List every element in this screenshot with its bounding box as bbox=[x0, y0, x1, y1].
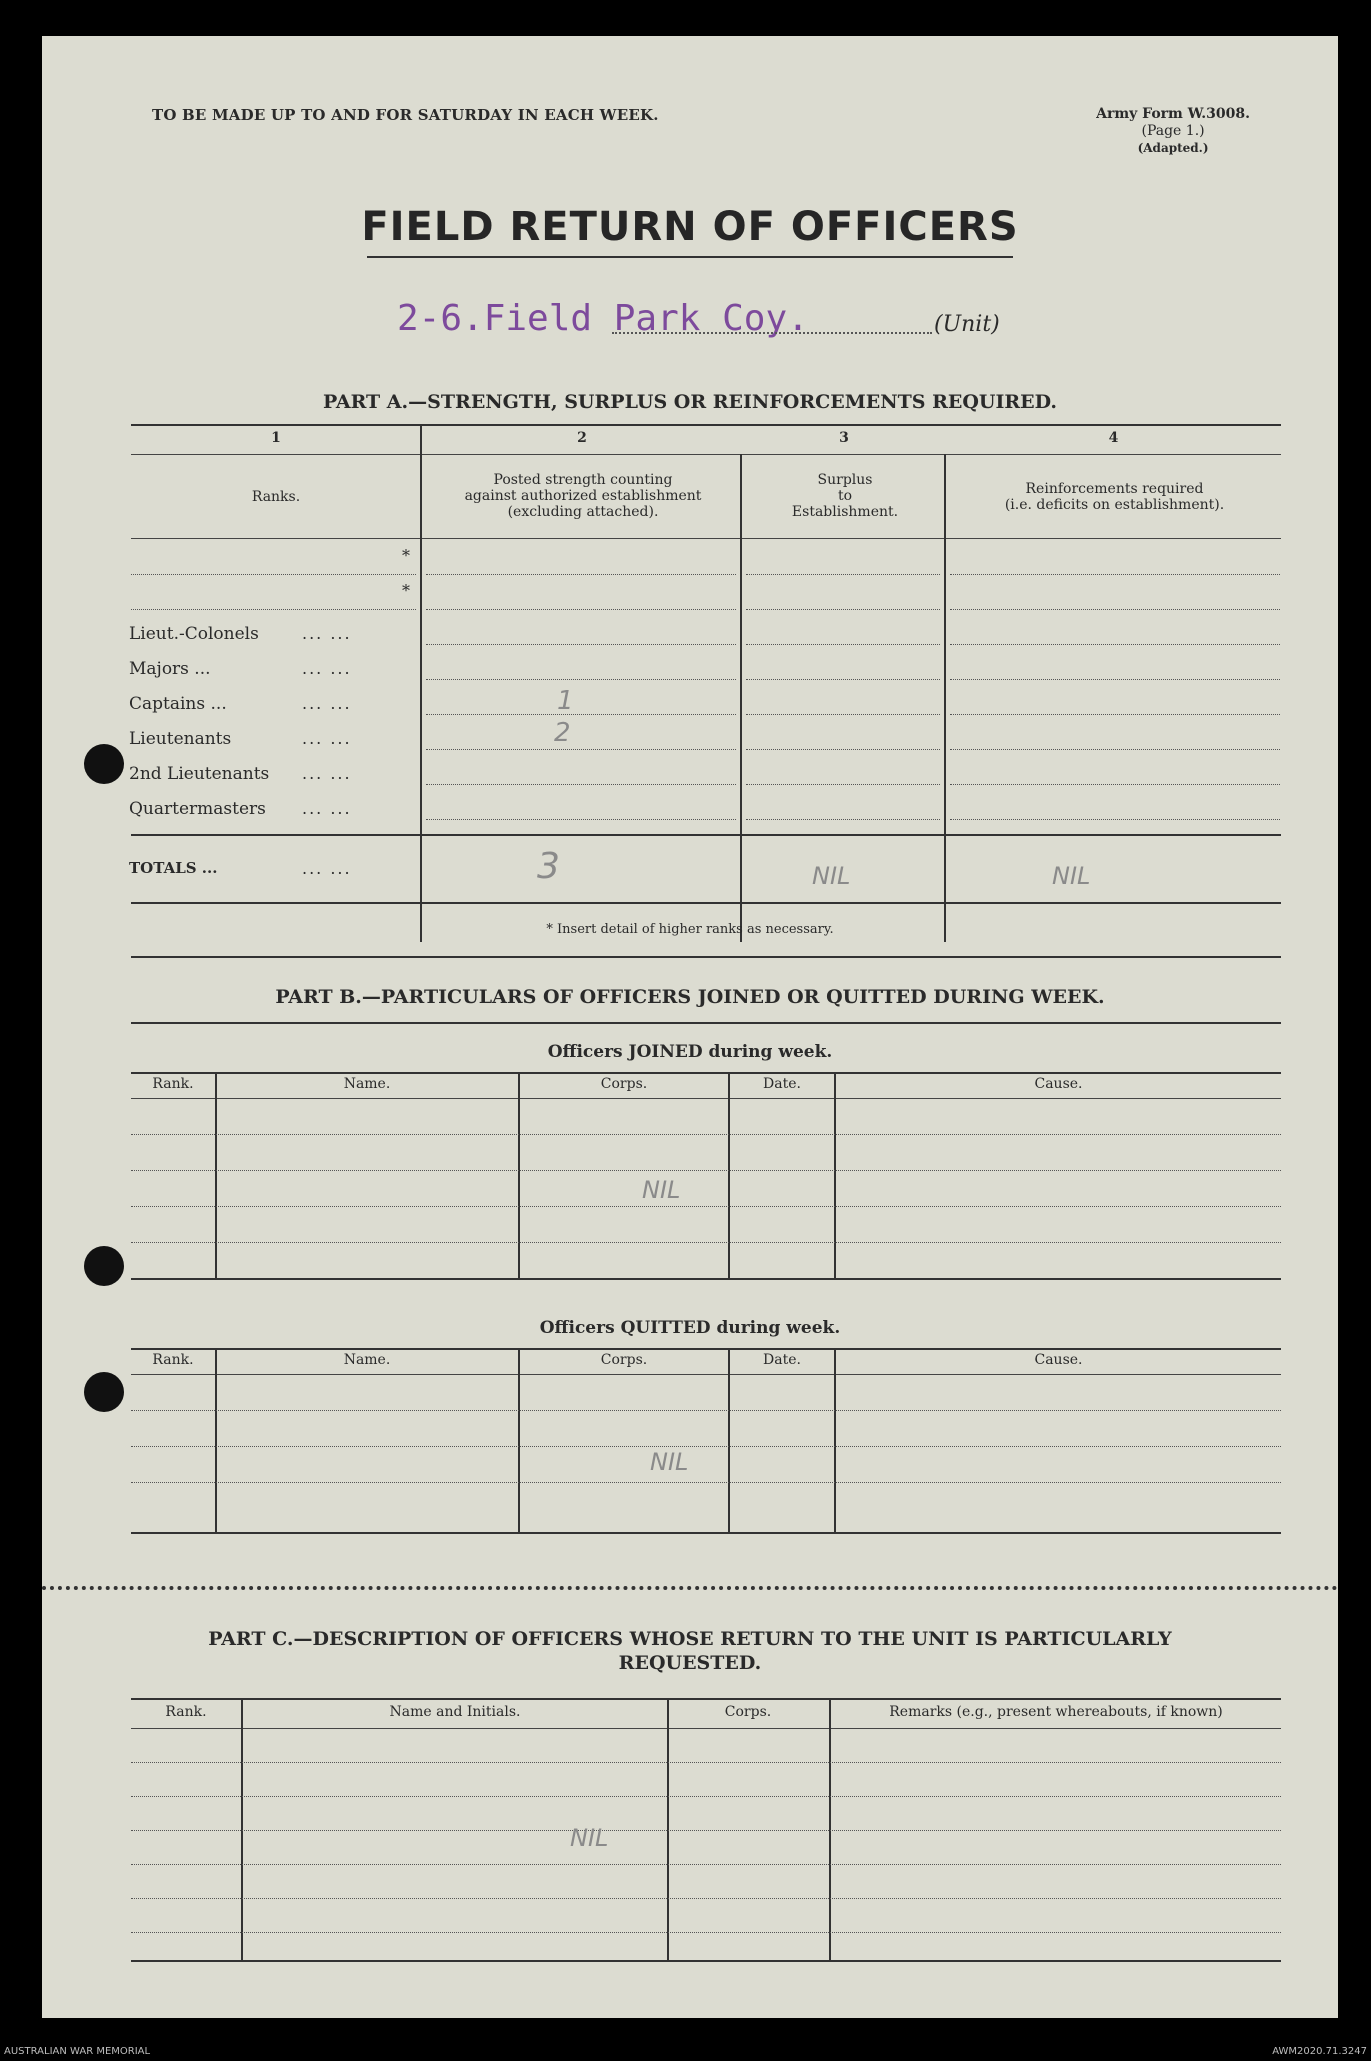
row-line bbox=[746, 609, 940, 610]
form-adapted: (Adapted.) bbox=[1137, 141, 1209, 155]
col-number-rule bbox=[131, 454, 1281, 455]
punch-hole bbox=[84, 1246, 124, 1286]
col-number-2: 2 bbox=[577, 430, 587, 446]
joined-bottom-rule bbox=[131, 1278, 1281, 1280]
rank-dots: ... ... bbox=[302, 764, 352, 783]
form-reference bbox=[1096, 106, 1250, 157]
form-page bbox=[42, 36, 1338, 2018]
joined-divider-2 bbox=[518, 1072, 520, 1278]
rank-lieutenants: Lieutenants bbox=[129, 729, 232, 749]
row-line bbox=[426, 714, 736, 715]
col-header-ranks: Ranks. bbox=[251, 489, 301, 505]
rank-dots: ... ... bbox=[302, 799, 352, 818]
joined-divider-3 bbox=[728, 1072, 730, 1278]
row-line bbox=[746, 644, 940, 645]
col-header-reinf-line1: Reinforcements required bbox=[1025, 481, 1204, 497]
rank-dots: ... ... bbox=[302, 659, 352, 678]
part-a-divider-2 bbox=[740, 454, 742, 942]
header-instruction: TO BE MADE UP TO AND FOR SATURDAY IN EACH WEEK. bbox=[152, 106, 659, 124]
part-c-row-line bbox=[131, 1864, 1281, 1865]
quitted-divider-4 bbox=[834, 1348, 836, 1532]
row-line bbox=[426, 784, 736, 785]
col-header-surplus bbox=[744, 472, 946, 520]
form-page-number: (Page 1.) bbox=[1141, 123, 1205, 139]
totals-rule bbox=[131, 834, 1281, 836]
part-a-footnote: * Insert detail of higher ranks as necessary. bbox=[546, 922, 834, 937]
part-c-divider-1 bbox=[241, 1698, 243, 1960]
part-c-row-line bbox=[131, 1796, 1281, 1797]
row-line bbox=[950, 714, 1280, 715]
col-header-posted-line3: (excluding attached). bbox=[507, 504, 659, 520]
row-line bbox=[746, 679, 940, 680]
row-line bbox=[950, 784, 1280, 785]
page-title: FIELD RETURN OF OFFICERS bbox=[361, 204, 1019, 250]
col-header-surplus-line2: to bbox=[837, 488, 853, 504]
col-header-posted-line1: Posted strength counting bbox=[493, 472, 673, 488]
totals-label: TOTALS ... bbox=[129, 859, 218, 877]
quitted-bottom-rule bbox=[131, 1532, 1281, 1534]
totals-posted: 3 bbox=[537, 846, 560, 887]
joined-col-name: Name. bbox=[343, 1076, 391, 1092]
rank-2nd-lieutenants: 2nd Lieutenants bbox=[129, 764, 270, 784]
rank-captains: Captains ... bbox=[129, 694, 227, 714]
col-header-surplus-line1: Surplus bbox=[817, 472, 873, 488]
row-line bbox=[746, 714, 940, 715]
part-a-divider-3 bbox=[944, 454, 946, 942]
totals-dots: ... ... bbox=[302, 859, 352, 878]
footer-right: AWM2020.71.3247 bbox=[1272, 2046, 1367, 2057]
punch-hole bbox=[84, 744, 124, 784]
part-c-col-name: Name and Initials. bbox=[389, 1704, 521, 1720]
row-line bbox=[950, 574, 1280, 575]
joined-header-rule bbox=[131, 1098, 1281, 1099]
part-c-col-rank: Rank. bbox=[165, 1704, 207, 1720]
part-c-divider-2 bbox=[667, 1698, 669, 1960]
quitted-col-rank: Rank. bbox=[152, 1352, 194, 1368]
col-header-posted bbox=[424, 472, 742, 520]
star-marker-2: * bbox=[402, 581, 410, 600]
quitted-divider-1 bbox=[215, 1348, 217, 1532]
joined-nil-note: NIL bbox=[642, 1176, 681, 1204]
col-number-4: 4 bbox=[1108, 430, 1119, 446]
joined-col-cause: Cause. bbox=[1034, 1076, 1083, 1092]
part-c-row-line bbox=[131, 1762, 1281, 1763]
quitted-col-cause: Cause. bbox=[1034, 1352, 1083, 1368]
punch-hole bbox=[84, 1372, 124, 1412]
unit-stamp: 2-6.Field Park Coy. bbox=[397, 298, 809, 339]
row-line bbox=[950, 644, 1280, 645]
unit-dotted-line bbox=[612, 332, 932, 334]
part-c-header-rule bbox=[131, 1728, 1281, 1729]
part-a-bottom-rule bbox=[131, 902, 1281, 904]
joined-row-line bbox=[131, 1170, 1281, 1171]
quitted-nil-note: NIL bbox=[650, 1448, 689, 1476]
star-marker-1: * bbox=[402, 546, 410, 565]
quitted-row-line bbox=[131, 1446, 1281, 1447]
rank-dots: ... ... bbox=[302, 729, 352, 748]
part-a-top-rule bbox=[131, 424, 1281, 426]
quitted-top-rule bbox=[131, 1348, 1281, 1350]
joined-divider-1 bbox=[215, 1072, 217, 1278]
row-line bbox=[746, 749, 940, 750]
joined-col-date: Date. bbox=[763, 1076, 801, 1092]
form-number: Army Form W.3008. bbox=[1096, 106, 1250, 122]
row-line bbox=[426, 609, 736, 610]
quitted-divider-2 bbox=[518, 1348, 520, 1532]
quitted-header-rule bbox=[131, 1374, 1281, 1375]
quitted-col-date: Date. bbox=[763, 1352, 801, 1368]
col-header-surplus-line3: Establishment. bbox=[791, 504, 899, 520]
joined-col-corps: Corps. bbox=[600, 1076, 648, 1092]
row-line bbox=[746, 819, 940, 820]
joined-divider-4 bbox=[834, 1072, 836, 1278]
row-line bbox=[950, 749, 1280, 750]
posted-captains: 1 bbox=[557, 686, 574, 716]
footer-left: AUSTRALIAN WAR MEMORIAL bbox=[4, 2046, 151, 2057]
rank-dots: ... ... bbox=[302, 694, 352, 713]
row-line bbox=[950, 609, 1280, 610]
part-b-heading: PART B.—PARTICULARS OF OFFICERS JOINED OR QUITTED DURING WEEK. bbox=[275, 986, 1105, 1008]
quitted-row-line bbox=[131, 1482, 1281, 1483]
totals-surplus: NIL bbox=[812, 862, 851, 890]
row-line bbox=[426, 574, 736, 575]
unit-label: (Unit) bbox=[934, 312, 1000, 337]
part-b-top-rule bbox=[131, 1022, 1281, 1024]
part-c-heading-line2: REQUESTED. bbox=[618, 1652, 762, 1674]
row-line bbox=[426, 679, 736, 680]
title-underline bbox=[367, 256, 1013, 258]
part-c-row-line bbox=[131, 1898, 1281, 1899]
row-line bbox=[426, 749, 736, 750]
part-c-nil-note: NIL bbox=[570, 1824, 609, 1852]
col-header-reinf-line2: (i.e. deficits on establishment). bbox=[1004, 497, 1225, 513]
col-number-1: 1 bbox=[271, 430, 281, 446]
rank-dots: ... ... bbox=[302, 624, 352, 643]
col-header-posted-line2: against authorized establishment bbox=[464, 488, 702, 504]
part-c-bottom-rule bbox=[131, 1960, 1281, 1962]
part-c-row-line bbox=[131, 1830, 1281, 1831]
col-header-rule bbox=[131, 538, 1281, 539]
row-line bbox=[950, 679, 1280, 680]
part-c-divider-3 bbox=[829, 1698, 831, 1960]
joined-title: Officers JOINED during week. bbox=[547, 1042, 833, 1062]
joined-row-line bbox=[131, 1134, 1281, 1135]
joined-row-line bbox=[131, 1206, 1281, 1207]
rank-quartermasters: Quartermasters bbox=[129, 799, 266, 819]
joined-col-rank: Rank. bbox=[152, 1076, 194, 1092]
row-line bbox=[746, 784, 940, 785]
row-line bbox=[426, 644, 736, 645]
part-c-top-rule bbox=[131, 1698, 1281, 1700]
totals-reinforcements: NIL bbox=[1052, 862, 1091, 890]
part-c-heading-line1: PART C.—DESCRIPTION OF OFFICERS WHOSE RETURN TO THE UNIT IS PARTICULARLY bbox=[208, 1628, 1172, 1650]
part-a-heading: PART A.—STRENGTH, SURPLUS OR REINFORCEMENTS REQUIRED. bbox=[322, 391, 1058, 413]
part-a-divider-1 bbox=[420, 424, 422, 942]
joined-row-line bbox=[131, 1242, 1281, 1243]
rank-lieut-colonels: Lieut.-Colonels bbox=[129, 624, 259, 644]
col-number-3: 3 bbox=[839, 430, 849, 446]
perforation-line bbox=[42, 1586, 1338, 1590]
posted-lieutenants: 2 bbox=[554, 718, 571, 748]
star-dotline-1 bbox=[131, 574, 416, 575]
quitted-divider-3 bbox=[728, 1348, 730, 1532]
row-line bbox=[950, 819, 1280, 820]
part-c-row-line bbox=[131, 1932, 1281, 1933]
joined-top-rule bbox=[131, 1072, 1281, 1074]
rank-majors: Majors ... bbox=[129, 659, 211, 679]
part-c-col-remarks: Remarks (e.g., present whereabouts, if known) bbox=[889, 1704, 1223, 1720]
row-line bbox=[746, 574, 940, 575]
quitted-col-name: Name. bbox=[343, 1352, 391, 1368]
quitted-col-corps: Corps. bbox=[600, 1352, 648, 1368]
quitted-title: Officers QUITTED during week. bbox=[539, 1318, 841, 1338]
quitted-row-line bbox=[131, 1410, 1281, 1411]
star-dotline-2 bbox=[131, 609, 416, 610]
part-a-footnote-rule bbox=[131, 956, 1281, 958]
row-line bbox=[426, 819, 736, 820]
col-header-reinforcements bbox=[948, 481, 1281, 513]
part-c-col-corps: Corps. bbox=[724, 1704, 772, 1720]
